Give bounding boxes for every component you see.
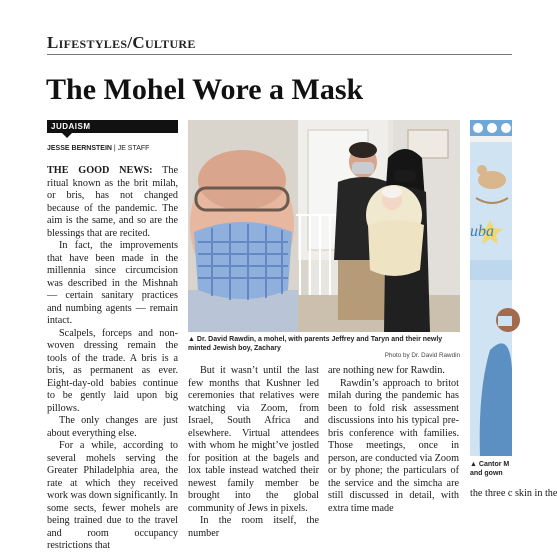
body-column-2 — [188, 365, 319, 540]
side-photo-caption — [470, 460, 512, 478]
byline-role: JE STAFF — [117, 145, 150, 152]
paragraph: The only changes are just about everything else. — [47, 415, 178, 439]
photo-credit: Photo by Dr. David Rawdin — [384, 352, 460, 359]
article-photo — [188, 120, 460, 332]
caption-text: Dr. David Rawdin, a mohel, with parents Jeffrey and Taryn and their newly minted Jewish boy, Zachary — [188, 336, 443, 352]
caption-text: Cantor M — [476, 461, 510, 468]
kicker-label: JUDAISM — [47, 120, 178, 133]
section-header: Lifestyles/Culture — [47, 33, 196, 52]
paragraph: But it wasn’t until the last few months that Kushner led ceremonies that relatives were watching via Zoom, from Israel, South Africa and elsewhere. Virtual attendees with whom he might’ve jostled for position at the bagels and lox table instead watched their newest family member be brought into the global community of Jews in pixels. — [188, 365, 319, 514]
byline-separator: | — [111, 145, 118, 152]
paragraph: In the room itself, the number — [188, 515, 319, 539]
paragraph: Scalpels, forceps and non-woven dressing remain the tools of the trade. A bris is a bris, as permanent as ever. Eight-day-old babies continue to be gently laid upon big pillows. — [47, 327, 178, 414]
body-column-4: the three c skin in the — [470, 488, 557, 499]
lead-label: THE GOOD NEWS: — [47, 165, 153, 176]
caption-marker: ▲ — [188, 336, 195, 343]
paragraph: In fact, the improvements that have been made in the millennia since circumcision was described in the Mishnah — certain sanitary practices and numbing agents — remain intact. — [47, 240, 178, 326]
byline — [47, 145, 149, 152]
banner-text: uba — [470, 223, 494, 240]
byline-author: JESSE BERNSTEIN — [47, 145, 112, 152]
photo-caption — [188, 335, 460, 353]
lead-paragraph — [47, 165, 178, 240]
section-rule — [47, 54, 512, 55]
paragraph: are nothing new for Rawdin. — [328, 365, 445, 376]
caption-marker: ▲ — [470, 461, 477, 468]
kicker-arrow — [62, 133, 72, 138]
body-column-3 — [328, 365, 459, 515]
paragraph: Rawdin’s approach to britot milah during the pandemic has been to fold risk assessment discussions into his typical pre-bris conference with families. Those meetings, once in person, are conducted via Zoom or by phone; the particulars of the service and the simcha are still discussed in detail, with extra time made — [328, 377, 459, 514]
body-column-1 — [47, 165, 178, 553]
side-photo — [470, 120, 512, 456]
headline: The Mohel Wore a Mask — [46, 73, 364, 106]
paragraph: For a while, according to several mohels serving the Greater Philadelphia area, the rate at which they received work was down significantly. In some sects, fewer mohels are being trained due to the travel and room occupancy restrictions that — [47, 440, 178, 551]
paragraph: The ritual known as the brit milah, or bris, has not changed because of the pandemic. The aim is the same, and so are the blessings that are recited. — [47, 165, 178, 239]
caption-text: and gown — [470, 470, 503, 477]
